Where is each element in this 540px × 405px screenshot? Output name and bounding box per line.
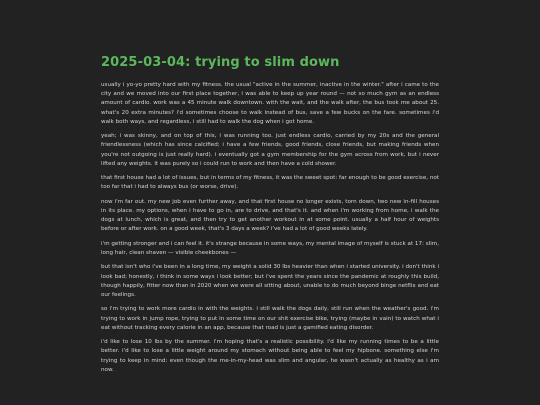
post-paragraph: usually i yo-yo pretty hard with my fitness. the usual "active in the summer, inactive in the winter." after i came to the city and we moved into our first place together, i was able to keep up year round — not so much gym as an endless amount of cardio. work was a 45 minute walk downtown. with the wait, and the walk after, the bus took me about 25. what's 20 extra minutes? i'd sometimes choose to walk instead of bus, save a few bucks on the fare. sometimes i'd walk both ways, and regardless, i still had to walk the dog when i got home. (101, 82, 439, 125)
post-body (101, 81, 439, 375)
post-paragraph: so i'm trying to work more cardio in with the weights. i still walk the dogs daily, still run when the weather's good. i'm trying to work in jump rope, trying to put in some time on our shit exercise bike, trying (maybe in vain) to watch what i eat without tracking every calorie in an app, because that road is just a gamified eating disorder. (101, 306, 439, 331)
post-paragraph: now i'm far out. my new job even further away, and that first house no longer exists, torn down, two new in-fill houses in its place. my options, when i have to go in, are to drive, and that's it. and when i'm working from home, i walk the dogs at lunch, which is great, and then try to get another workout in at some point. usually a half hour of weights before or after work. on a good week, that's 3 days a week? i've had a lot of good weeks lately. (101, 198, 439, 233)
post-paragraph: that first house had a lot of issues, but in terms of my fitness, it was the sweet spot: far enough to be good exercise, not too far that i had to always bus (or worse, drive). (101, 175, 439, 191)
post-paragraph: but that isn't who i've been in a long time, my weight a solid 30 lbs heavier than when i started university. i don't think i look bad; honestly, i think in some ways i look better; but i've spent the years since the pandemic at roughly this build, though happily, fitter now than in 2020 when we were all sitting about, unable to do much beyond binge netflix and eat our feelings. (101, 264, 439, 298)
post-title: 2025-03-04: trying to slim down (101, 55, 340, 70)
post-paragraph: i'm getting stronger and i can feel it. it's strange because in some ways, my mental image of myself is stuck at 17: slim, long hair, clean shaven — visible cheekbones — (101, 240, 439, 256)
post-article (101, 54, 439, 380)
post-paragraph: yeah; i was skinny, and on top of this, i was running too. just endless cardio, carried by my 20s and the general friendlessness (which has since calcified; i have a few friends, good friends, close friends, but making friends when you're not outgoing is just really hard). i eventually got a gym membership for the gym across from work, but i never lifted any weights. it was purely so i could run to work and then have a cold shower. (101, 133, 439, 167)
post-paragraph: i'd like to lose 10 lbs by the summer. i'm hoping that's a realistic possibility. i'd like my running times to be a little better. i'd like to lose a little weight around my stomach without being able to feel my hipbone. something else i'm trying to keep in mind: even though the me-in-my-head was slim and angular, he wasn't actually as healthy as i am now. (101, 339, 439, 373)
